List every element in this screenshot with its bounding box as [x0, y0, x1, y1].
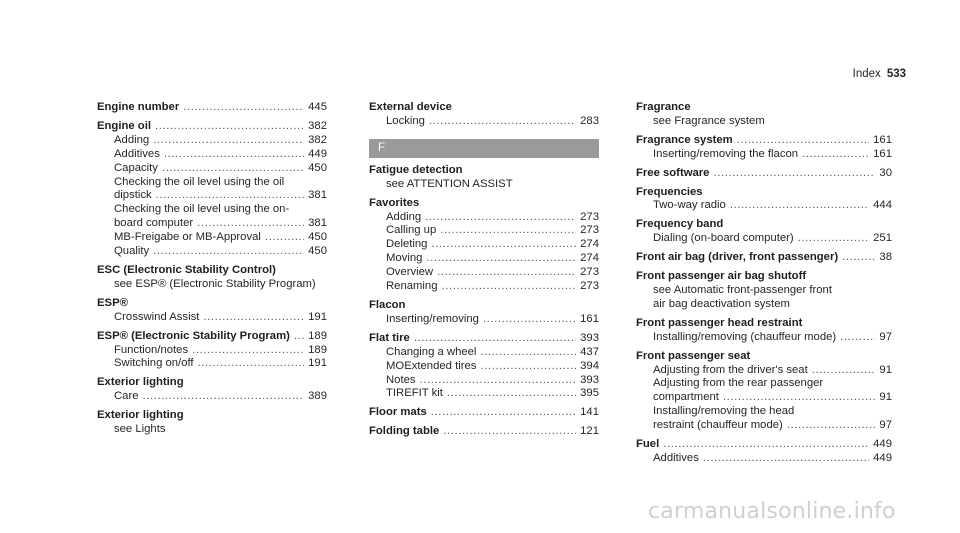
page-reference: 449 — [873, 438, 892, 451]
term-text: Adjusting from the rear passenger — [653, 377, 824, 390]
index-subterm — [369, 280, 599, 294]
index-term — [97, 101, 327, 115]
dot-leader — [183, 101, 304, 115]
index-subterm — [97, 311, 327, 325]
term-text: Favorites — [369, 196, 420, 209]
index-term — [636, 134, 892, 148]
term-text: Renaming — [386, 280, 438, 293]
page-reference: 274 — [580, 252, 599, 265]
index-term — [636, 186, 892, 200]
dot-leader — [431, 238, 576, 252]
index-term — [636, 317, 892, 331]
page-reference: 273 — [580, 280, 599, 293]
index-entry — [636, 317, 892, 345]
dot-leader — [425, 211, 576, 225]
page-reference: 189 — [308, 343, 327, 356]
index-subterm — [97, 344, 327, 358]
page-reference: 251 — [873, 232, 892, 245]
index-subterm — [369, 374, 599, 388]
index-term — [636, 438, 892, 452]
index-entry — [369, 164, 599, 192]
page-reference: 189 — [308, 329, 327, 342]
dot-leader — [155, 120, 304, 134]
index-entry — [636, 218, 892, 246]
index-subterm — [369, 211, 599, 225]
page-reference: 381 — [308, 217, 327, 230]
section-title: Index — [852, 68, 881, 80]
page-reference: 382 — [308, 133, 327, 146]
dot-leader — [723, 391, 875, 405]
term-text: Exterior lighting — [97, 409, 184, 422]
dot-leader — [414, 332, 576, 346]
term-text: Deleting — [386, 238, 428, 251]
dot-leader — [812, 364, 876, 378]
index-subterm — [369, 360, 599, 374]
term-text: see Automatic front-passenger front — [653, 283, 832, 296]
index-term — [97, 409, 327, 423]
page-header — [853, 68, 906, 80]
term-text: see ATTENTION ASSIST — [386, 177, 513, 190]
index-subterm — [369, 346, 599, 360]
page-reference: 38 — [879, 251, 892, 264]
dot-leader — [164, 148, 304, 162]
term-text: ESP® (Electronic Stability Program) — [97, 329, 290, 342]
page-reference: 161 — [873, 147, 892, 160]
term-text: Additives — [653, 451, 699, 464]
page-reference: 273 — [580, 266, 599, 279]
page-reference: 161 — [873, 133, 892, 146]
index-term — [369, 197, 599, 211]
index-subterm — [97, 203, 327, 217]
dot-leader — [798, 232, 869, 246]
index-subterm — [636, 452, 892, 466]
term-text: Flat tire — [369, 331, 410, 344]
term-text: Exterior lighting — [97, 376, 184, 389]
dot-leader — [480, 360, 576, 374]
term-text: Free software — [636, 166, 710, 179]
index-entry — [636, 438, 892, 466]
index-term — [369, 425, 599, 439]
index-subterm — [636, 364, 892, 378]
index-subterm — [369, 115, 599, 129]
term-text: Front air bag (driver, front passenger) — [636, 251, 839, 264]
term-text: Fuel — [636, 438, 660, 451]
index-term — [369, 299, 599, 313]
term-text: Fragrance — [636, 101, 691, 113]
term-text: Adjusting from the driver's seat — [653, 363, 808, 376]
index-subterm — [636, 115, 892, 129]
index-entry — [97, 297, 327, 325]
term-text: Engine number — [97, 101, 180, 113]
dot-leader — [480, 346, 576, 360]
index-subterm — [97, 245, 327, 259]
term-text: Two-way radio — [653, 199, 726, 212]
index-entry — [636, 270, 892, 312]
term-text: Folding table — [369, 425, 440, 438]
index-term — [97, 264, 327, 278]
page-reference: 450 — [308, 161, 327, 174]
index-subterm — [97, 162, 327, 176]
term-text: Moving — [386, 252, 423, 265]
index-term — [97, 297, 327, 311]
page-reference: 449 — [873, 451, 892, 464]
index-subterm — [369, 313, 599, 327]
dot-leader — [143, 390, 305, 404]
index-subterm — [97, 217, 327, 231]
index-term — [636, 270, 892, 284]
term-text: Quality — [114, 245, 150, 258]
dot-leader — [713, 167, 875, 181]
index-term — [636, 350, 892, 364]
letter-heading: F — [369, 139, 599, 158]
index-subterm — [636, 405, 892, 419]
dot-leader — [420, 374, 577, 388]
index-entry — [369, 299, 599, 327]
page-reference: 91 — [879, 391, 892, 404]
index-subterm — [369, 224, 599, 238]
dot-leader — [203, 311, 304, 325]
dot-leader — [153, 245, 304, 259]
page-reference: 121 — [580, 425, 599, 438]
term-text: Installing/removing the head — [653, 405, 795, 418]
page-reference: 449 — [308, 147, 327, 160]
index-term — [636, 101, 892, 115]
index-subterm — [636, 377, 892, 391]
term-text: Care — [114, 390, 139, 403]
page-reference: 273 — [580, 210, 599, 223]
index-entry — [369, 197, 599, 294]
term-text: Locking — [386, 114, 425, 127]
dot-leader — [197, 217, 304, 231]
page-reference: 393 — [580, 331, 599, 344]
page-reference: 30 — [879, 166, 892, 179]
term-text: Additives — [114, 147, 160, 160]
page-reference: 141 — [580, 406, 599, 419]
dot-leader — [426, 252, 576, 266]
term-text: Calling up — [386, 224, 437, 237]
dot-leader — [447, 387, 576, 401]
index-subterm — [97, 148, 327, 162]
page-reference: 381 — [308, 189, 327, 202]
page-reference: 389 — [308, 390, 327, 403]
page-reference: 444 — [873, 199, 892, 212]
term-text: restraint (chauffeur mode) — [653, 419, 783, 432]
index-subterm — [97, 189, 327, 203]
term-text: dipstick — [114, 189, 152, 202]
page-reference: 437 — [580, 345, 599, 358]
index-entry — [369, 332, 599, 402]
index-subterm — [97, 390, 327, 404]
dot-leader — [265, 231, 304, 245]
term-text: Switching on/off — [114, 357, 194, 370]
term-text: Checking the oil level using the oil — [114, 175, 285, 188]
index-subterm — [369, 178, 599, 192]
index-subterm — [636, 148, 892, 162]
dot-leader — [294, 330, 304, 344]
index-entry — [636, 350, 892, 433]
page-reference: 274 — [580, 238, 599, 251]
term-text: Fragrance system — [636, 133, 733, 146]
term-text: Changing a wheel — [386, 345, 477, 358]
index-subterm — [636, 419, 892, 433]
index-subterm — [636, 298, 892, 312]
index-entry — [636, 134, 892, 162]
term-text: see ESP® (Electronic Stability Program) — [114, 277, 316, 290]
watermark-text: carmanualsonline.info — [648, 499, 896, 524]
dot-leader — [730, 199, 869, 213]
term-text: Function/notes — [114, 343, 189, 356]
term-text: Fatigue detection — [369, 163, 463, 176]
term-text: Engine oil — [97, 119, 151, 132]
term-text: compartment — [653, 391, 719, 404]
page-reference: 450 — [308, 245, 327, 258]
index-term — [369, 101, 599, 115]
term-text: External device — [369, 101, 452, 113]
dot-leader — [842, 251, 875, 265]
page-reference: 273 — [580, 224, 599, 237]
index-entry — [97, 376, 327, 404]
page-reference: 393 — [580, 373, 599, 386]
term-text: see Lights — [114, 423, 166, 436]
dot-leader — [440, 224, 576, 238]
dot-leader — [162, 162, 304, 176]
dot-leader — [198, 357, 305, 371]
term-text: Inserting/removing the flacon — [653, 147, 799, 160]
term-text: Inserting/removing — [386, 312, 479, 325]
term-text: Dialing (on-board computer) — [653, 232, 794, 245]
dot-leader — [429, 115, 576, 129]
dot-leader — [437, 266, 576, 280]
index-subterm — [97, 176, 327, 190]
page-reference: 445 — [308, 101, 327, 113]
index-subterm — [636, 284, 892, 298]
term-text: MB-Freigabe or MB-Approval — [114, 231, 261, 244]
dot-leader — [443, 425, 576, 439]
term-text: TIREFIT kit — [386, 387, 443, 400]
dot-leader — [703, 452, 869, 466]
term-text: Installing/removing (chauffeur mode) — [653, 330, 837, 343]
index-subterm — [636, 199, 892, 213]
dot-leader — [737, 134, 869, 148]
index-subterm — [369, 252, 599, 266]
term-text: Frequencies — [636, 185, 703, 198]
index-entry — [369, 425, 599, 439]
index-subterm — [97, 357, 327, 371]
index-term — [369, 406, 599, 420]
page-reference: 91 — [879, 363, 892, 376]
page-reference: 97 — [879, 419, 892, 432]
term-text: Floor mats — [369, 406, 427, 419]
term-text: Notes — [386, 373, 416, 386]
term-text: ESC (Electronic Stability Control) — [97, 263, 276, 276]
index-column-2 — [369, 101, 599, 444]
index-subterm — [369, 387, 599, 401]
index-term — [369, 164, 599, 178]
term-text: Front passenger head restraint — [636, 316, 803, 329]
term-text: Adding — [386, 210, 422, 223]
index-subterm — [636, 232, 892, 246]
index-column-1 — [97, 101, 327, 442]
dot-leader — [442, 280, 577, 294]
index-term — [369, 332, 599, 346]
index-entry — [369, 406, 599, 420]
index-entry — [636, 101, 892, 129]
term-text: ESP® — [97, 296, 128, 309]
term-text: Frequency band — [636, 218, 724, 231]
term-text: Flacon — [369, 298, 406, 311]
index-term — [97, 330, 327, 344]
dot-leader — [840, 331, 875, 345]
index-term — [636, 167, 892, 181]
page-reference: 97 — [879, 330, 892, 343]
page-reference: 191 — [308, 310, 327, 323]
index-subterm — [636, 391, 892, 405]
dot-leader — [802, 148, 869, 162]
dot-leader — [431, 406, 576, 420]
index-entry — [97, 409, 327, 437]
term-text: Adding — [114, 133, 150, 146]
index-entry — [636, 167, 892, 181]
index-entry — [97, 264, 327, 292]
index-entry — [636, 251, 892, 265]
term-text: board computer — [114, 217, 194, 230]
index-subterm — [97, 423, 327, 437]
term-text: Overview — [386, 266, 434, 279]
index-column-3 — [636, 101, 892, 471]
dot-leader — [153, 134, 304, 148]
index-term — [97, 120, 327, 134]
page-reference: 283 — [580, 114, 599, 127]
dot-leader — [483, 313, 576, 327]
index-entry — [97, 120, 327, 259]
page-reference: 191 — [308, 357, 327, 370]
index-entry — [369, 101, 599, 129]
term-text: Checking the oil level using the on- — [114, 203, 290, 216]
term-text: see Fragrance system — [653, 114, 765, 127]
term-text: Crosswind Assist — [114, 310, 200, 323]
term-text: Capacity — [114, 161, 158, 174]
index-entry — [97, 101, 327, 115]
term-text: Front passenger seat — [636, 349, 751, 362]
index-subterm — [369, 238, 599, 252]
page-reference: 395 — [580, 387, 599, 400]
index-term — [636, 218, 892, 232]
index-entry — [97, 330, 327, 372]
index-term — [97, 376, 327, 390]
dot-leader — [156, 189, 304, 203]
term-text: MOExtended tires — [386, 359, 477, 372]
index-term — [636, 251, 892, 265]
term-text: Front passenger air bag shutoff — [636, 270, 807, 283]
index-subterm — [636, 331, 892, 345]
dot-leader — [787, 419, 876, 433]
index-subterm — [97, 231, 327, 245]
term-text: air bag deactivation system — [653, 297, 790, 310]
index-subterm — [97, 278, 327, 292]
page-reference: 382 — [308, 119, 327, 132]
page-number: 533 — [886, 68, 906, 80]
index-entry — [636, 186, 892, 214]
index-subterm — [97, 134, 327, 148]
index-subterm — [369, 266, 599, 280]
dot-leader — [192, 344, 304, 358]
page-reference: 394 — [580, 359, 599, 372]
page-reference: 161 — [580, 312, 599, 325]
dot-leader — [663, 438, 869, 452]
page-reference: 450 — [308, 231, 327, 244]
